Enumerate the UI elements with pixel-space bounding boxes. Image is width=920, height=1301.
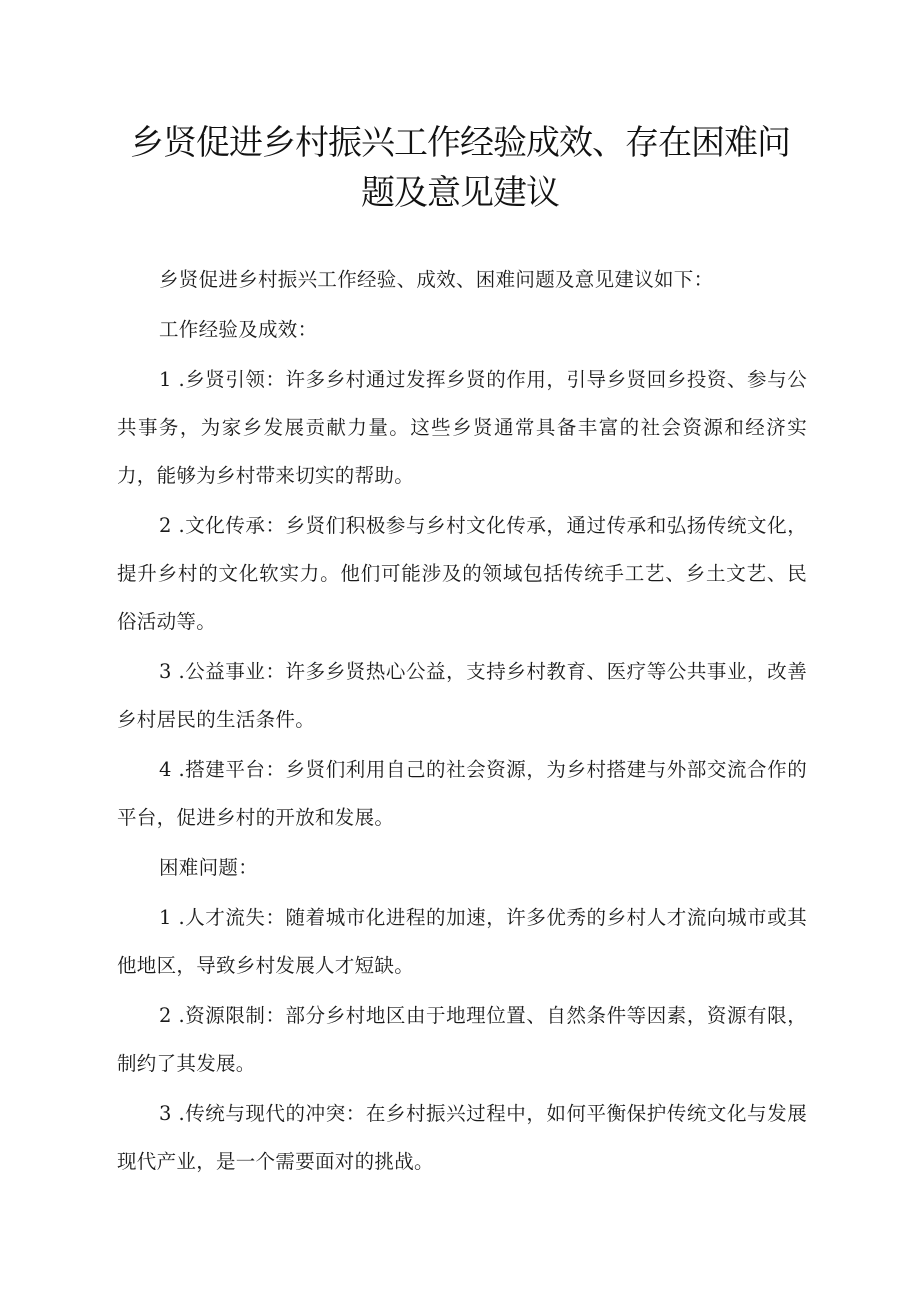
document-body bbox=[117, 256, 807, 1188]
document-title bbox=[110, 118, 810, 218]
title-line-2: 题及意见建议 bbox=[361, 173, 559, 213]
paragraph-problem-1: 1 .人才流失：随着城市化进程的加速，许多优秀的乡村人才流向城市或其他地区，导致乡村发展人才短缺。 bbox=[117, 906, 807, 977]
section-heading-experience: 工作经验及成效： bbox=[159, 318, 318, 341]
paragraph-intro: 乡贤促进乡村振兴工作经验、成效、困难问题及意见建议如下： bbox=[159, 268, 714, 291]
paragraph-problem-2: 2 .资源限制：部分乡村地区由于地理位置、自然条件等因素，资源有限，制约了其发展。 bbox=[117, 1004, 807, 1075]
section-heading-problems: 困难问题： bbox=[159, 856, 259, 879]
paragraph-item-1: 1 .乡贤引领：许多乡村通过发挥乡贤的作用，引导乡贤回乡投资、参与公共事务，为家乡发展贡献力量。这些乡贤通常具备丰富的社会资源和经济实力，能够为乡村带来切实的帮助。 bbox=[117, 368, 807, 487]
paragraph-item-3: 3 .公益事业：许多乡贤热心公益，支持乡村教育、医疗等公共事业，改善乡村居民的生活条件。 bbox=[117, 660, 807, 731]
paragraph-item-4: 4 .搭建平台：乡贤们利用自己的社会资源，为乡村搭建与外部交流合作的平台，促进乡村的开放和发展。 bbox=[117, 758, 807, 829]
title-line-1: 乡贤促进乡村振兴工作经验成效、存在困难问 bbox=[130, 123, 790, 163]
paragraph-item-2: 2 .文化传承：乡贤们积极参与乡村文化传承，通过传承和弘扬传统文化，提升乡村的文化软实力。他们可能涉及的领域包括传统手工艺、乡土文艺、民俗活动等。 bbox=[117, 514, 807, 633]
paragraph-problem-3: 3 .传统与现代的冲突：在乡村振兴过程中，如何平衡保护传统文化与发展现代产业，是一个需要面对的挑战。 bbox=[117, 1102, 807, 1173]
